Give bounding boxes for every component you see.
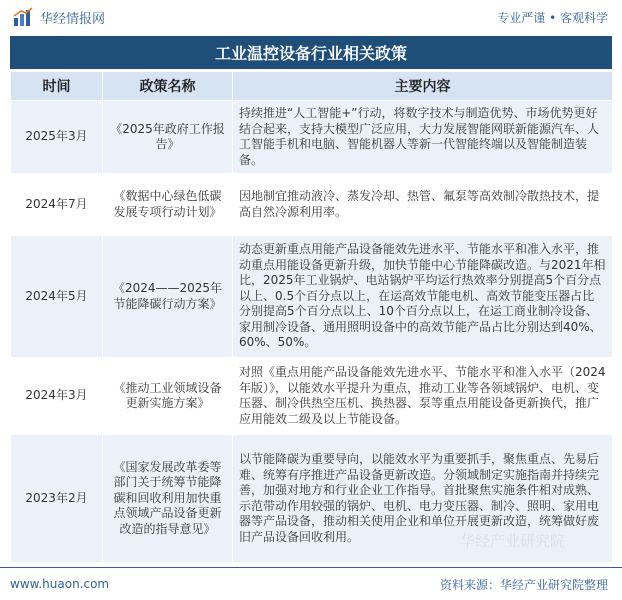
cell-policy: 《推动工业领域设备更新实施方案》: [103, 358, 233, 435]
policy-table: [10, 71, 613, 563]
cell-time: 2023年2月: [11, 435, 103, 563]
cell-content: 以节能降碳为重要导向，以能效水平为重要抓手，聚焦重点、先易后难、统筹有序推进产品设备更新改造。分领域制定实施指南并持续完善，加强对地方和行业企业工作指导。首批聚焦实施条件相对成熟、示范带动作用较强的锅炉、电机、电力变压器、制冷、照明、家用电器等产品设备，推动相关使用企业和单位开展更新改造，统筹做好废旧产品设备回收利用。: [233, 435, 613, 563]
table-row: [11, 358, 613, 435]
table-row: [11, 174, 613, 236]
page-title: 工业温控设备行业相关政策: [10, 36, 612, 69]
table-row: [11, 236, 613, 358]
cell-policy: 《国家发展改革委等部门关于统筹节能降碳和回收利用加快重点领域产品设备更新改造的指导意见》: [103, 435, 233, 563]
cell-time: 2024年7月: [11, 174, 103, 236]
cell-time: 2024年3月: [11, 358, 103, 435]
cell-content: 对照《重点用能产品设备能效先进水平、节能水平和准入水平（2024年版）》，以能效水平提升为重点，推动工业等各领域锅炉、电机、变压器、制冷供热空压机、换热器、泵等重点用能设备更新换代，推广应用能效二级及以上节能设备。: [233, 358, 613, 435]
cell-policy: 《2024——2025年节能降碳行动方案》: [103, 236, 233, 358]
footer-source: 资料来源：华经产业研究院整理: [439, 577, 608, 592]
cell-content: 因地制宜推动液冷、蒸发冷却、热管、氟泵等高效制冷散热技术，提高自然冷源利用率。: [233, 174, 613, 236]
top-bar: [0, 0, 622, 34]
brand-name: 华经情报网: [40, 11, 106, 27]
cell-time: 2024年5月: [11, 236, 103, 358]
table-row: [11, 101, 613, 174]
footer-url-link[interactable]: www.huaon.com: [10, 577, 110, 591]
huajing-logo-icon: [12, 6, 34, 28]
footer: [0, 567, 622, 600]
table-row: [11, 435, 613, 563]
column-header-content: 主要内容: [233, 72, 613, 101]
column-header-time: 时间: [11, 72, 103, 101]
slogan: 专业严谨 • 客观科学: [497, 10, 608, 25]
cell-policy: 《2025年政府工作报告》: [103, 101, 233, 174]
brand[interactable]: [12, 6, 105, 28]
cell-content: 持续推进“人工智能+”行动，将数字技术与制造优势、市场优势更好结合起来，支持大模型广泛应用，大力发展智能网联新能源汽车、人工智能手机和电脑、智能机器人等新一代智能终端以及智能制造装备。: [233, 101, 613, 174]
cell-content: 动态更新重点用能产品设备能效先进水平、节能水平和准入水平，推动重点用能设备更新升级，加快节能中心节能降碳改造。与2021年相比，2025年工业锅炉、电站锅炉平均运行热效率分别提高5个百分点以上、0.5个百分点以上，在运高效节能电机、高效节能变压器占比分别提高5个百分点以上、10个百分点以上，在运工商业制冷设备、家用制冷设备、通用照明设备中的高效节能产品占比分别达到40%、60%、50%。: [233, 236, 613, 358]
cell-time: 2025年3月: [11, 101, 103, 174]
column-header-policy: 政策名称: [103, 72, 233, 101]
cell-policy: 《数据中心绿色低碳发展专项行动计划》: [103, 174, 233, 236]
table-header-row: [11, 72, 613, 101]
